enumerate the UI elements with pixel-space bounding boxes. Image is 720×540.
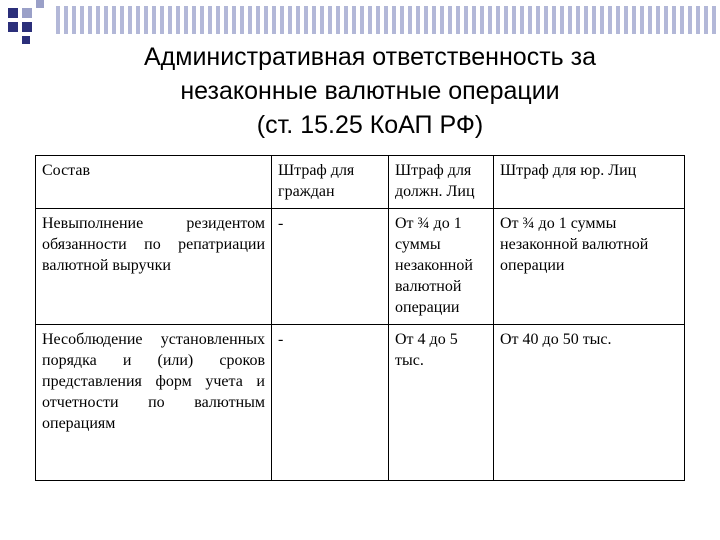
cell-legal-entities-fine: От 40 до 50 тыс. bbox=[494, 325, 685, 481]
cell-officials-fine: От 4 до 5 тыс. bbox=[389, 325, 494, 481]
title-line-1: Административная ответственность за bbox=[144, 43, 596, 71]
cell-citizens-fine: - bbox=[272, 325, 389, 481]
header-stripe-band bbox=[56, 6, 720, 34]
cell-composition: Несоблюдение установленных порядка и (или) сроков представления форм учета и отчетности по валютным операциям bbox=[36, 325, 272, 481]
header-cell-officials: Штраф для должн. Лиц bbox=[389, 156, 494, 209]
cell-composition: Невыполнение резидентом обязанности по репатриации валютной выручки bbox=[36, 209, 272, 325]
deco-square-icon bbox=[8, 8, 18, 18]
title-line-2: незаконные валютные операции bbox=[180, 77, 560, 105]
cell-citizens-fine: - bbox=[272, 209, 389, 325]
title-line-3: (ст. 15.25 КоАП РФ) bbox=[256, 111, 484, 139]
cell-legal-entities-fine: От ¾ до 1 суммы незаконной валютной операции bbox=[494, 209, 685, 325]
deco-square-icon bbox=[22, 8, 32, 18]
deco-square-icon bbox=[22, 36, 30, 44]
header-cell-composition: Состав bbox=[36, 156, 272, 209]
deco-square-icon bbox=[8, 22, 18, 32]
penalty-table bbox=[35, 155, 685, 481]
table-header-row bbox=[36, 156, 685, 209]
cell-officials-fine: От ¾ до 1 суммы незаконной валютной операции bbox=[389, 209, 494, 325]
slide-title bbox=[70, 40, 670, 142]
header-cell-citizens: Штраф для граждан bbox=[272, 156, 389, 209]
header-cell-legal-entities: Штраф для юр. Лиц bbox=[494, 156, 685, 209]
deco-square-icon bbox=[36, 0, 44, 8]
table-row bbox=[36, 325, 685, 481]
table-row bbox=[36, 209, 685, 325]
deco-square-icon bbox=[22, 22, 32, 32]
